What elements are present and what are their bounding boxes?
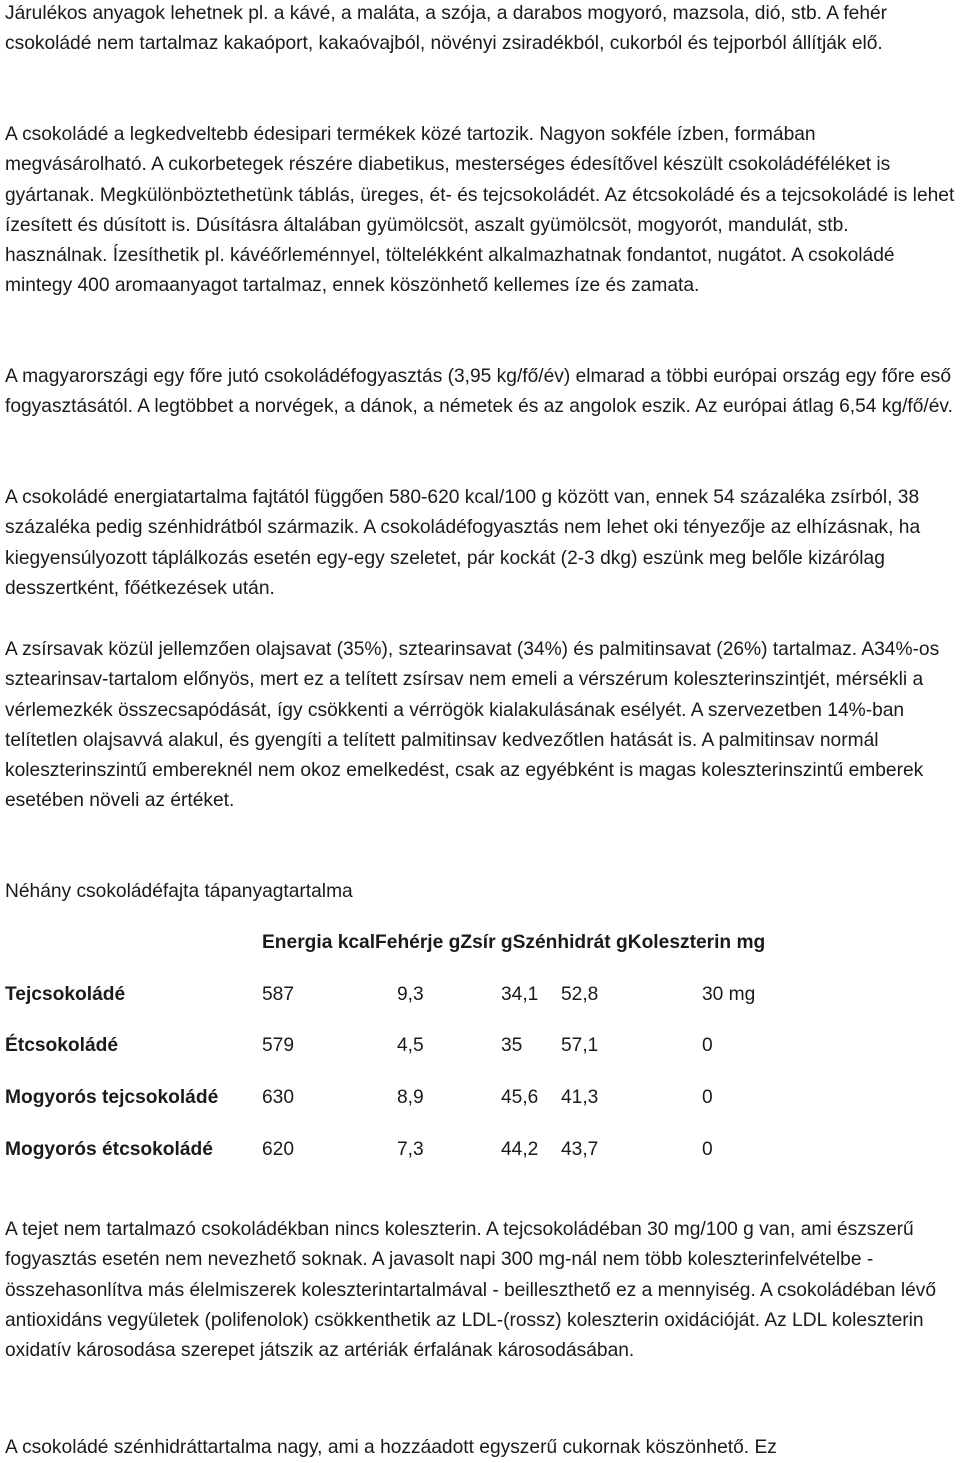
- fat-cell: 44,2: [501, 1139, 539, 1160]
- paragraph-carbohydrate: A csokoládé szénhidráttartalma nagy, ami a hozzáadott egyszerű cukornak köszönhető. Ez: [5, 1437, 777, 1458]
- row-name-cell: Mogyorós tejcsokoládé: [5, 1087, 219, 1108]
- fat-cell: 35: [501, 1035, 523, 1056]
- cholesterol-cell: 0: [702, 1035, 713, 1056]
- cholesterol-cell: 0: [702, 1087, 713, 1108]
- carbohydrate-cell: 43,7: [561, 1139, 599, 1160]
- energy-cell: 620: [262, 1139, 295, 1160]
- paragraph-popularity: A csokoládé a legkedveltebb édesipari termékek közé tartozik. Nagyon sokféle ízben, formában megvásárolható. A cukorbetegek részére diabetikus, mesterséges édesítővel készült csokoládéféléket is gyártanak. Megkülönböztethetünk táblás, üreges, ét- és tejcsokoládét. Az étcsokoládé és a tejcsokoládé is lehet ízesített és dúsított is. Dúsításra általában gyümölcsöt, aszalt gyümölcsöt, mogyorót, mandulát, stb. használnak. Ízesíthetik pl. kávéőrleménnyel, töltelékként alkalmazhatnak fondantot, nugátot. A csokoládé mintegy 400 aromaanyagot tartalmaz, ennek köszönhető kellemes íze és zamata.: [5, 124, 955, 297]
- table-header: Energia kcalFehérje gZsír gSzénhidrát gKoleszterin mg: [262, 932, 766, 953]
- cholesterol-cell: 30 mg: [702, 984, 756, 1005]
- energy-cell: 630: [262, 1087, 295, 1108]
- paragraph-cholesterol: A tejet nem tartalmazó csokoládékban nincs koleszterin. A tejcsokoládéban 30 mg/100 g van, ami észszerű fogyasztás esetén nem nevezhető soknak. A javasolt napi 300 mg-nál nem több koleszterinfelvételbe - összehasonlítva más élelmiszerek koleszterintartalmával - beilleszthető ez a mennyiség. A csokoládéban lévő antioxidáns vegyületek (polifenolok) csökkenthetik az LDL-(rossz) koleszterin oxidációját. Az LDL koleszterin oxidatív károsodása szerepet játszik az artériák érfalának károsodásában.: [5, 1219, 937, 1362]
- table-row: [5, 1135, 955, 1165]
- row-name-cell: Mogyorós étcsokoládé: [5, 1139, 213, 1160]
- fat-cell: 34,1: [501, 984, 539, 1005]
- table-row: [5, 1031, 955, 1061]
- protein-cell: 7,3: [397, 1139, 424, 1160]
- paragraph-fatty-acids: A zsírsavak közül jellemzően olajsavat (35%), sztearinsavat (34%) és palmitinsavat (26%) tartalmaz. A34%-os sztearinsav-tartalom előnyös, mert ez a telített zsírsav nem emeli a vérszérum koleszterinszintjét, mérsékli a vérlemezkék összecsapódását, így csökkenti a vérrögök kialakulásának esélyét. A szervezetben 14%-ban telítetlen olajsavvá alakul, és gyengíti a telített palmitinsav kedvezőtlen hatását is. A palmitinsav normál koleszterinszintű embereknél nem okoz emelkedést, csak az egyébként is magas koleszterinszintű emberek esetében növeli az értéket.: [5, 639, 940, 812]
- paragraph-consumption: A magyarországi egy főre jutó csokoládéfogyasztás (3,95 kg/fő/év) elmarad a többi európai ország egy főre eső fogyasztásától. A legtöbbet a norvégek, a dánok, a németek és az angolok eszik. Az európai átlag 6,54 kg/fő/év.: [5, 366, 953, 418]
- table-row: [5, 1083, 955, 1113]
- row-name-cell: Tejcsokoládé: [5, 984, 126, 1005]
- fat-cell: 45,6: [501, 1087, 539, 1108]
- protein-cell: 9,3: [397, 984, 424, 1005]
- paragraph-energy: A csokoládé energiatartalma fajtától függően 580-620 kcal/100 g között van, ennek 54 százaléka zsírból, 38 százaléka pedig szénhidrátból származik. A csokoládéfogyasztás nem lehet oki tényezője az elhízásnak, ha kiegyensúlyozott táplálkozás esetén egy-egy szeletet, pár kockát (2-3 dkg) eszünk meg belőle kizárólag desszertként, főétkezések után.: [5, 487, 921, 599]
- paragraph-ingredients: Járulékos anyagok lehetnek pl. a kávé, a maláta, a szója, a darabos mogyoró, mazsola, dió, stb. A fehér csokoládé nem tartalmaz kakaóport, kakaóvajból, növényi zsiradékból, cukorból és tejporból állítják elő.: [5, 3, 888, 55]
- cholesterol-cell: 0: [702, 1139, 713, 1160]
- carbohydrate-cell: 57,1: [561, 1035, 599, 1056]
- energy-cell: 579: [262, 1035, 295, 1056]
- row-name-cell: Étcsokoládé: [5, 1035, 119, 1056]
- table-caption: Néhány csokoládéfajta tápanyagtartalma: [5, 881, 353, 902]
- table-row: [5, 980, 955, 1010]
- protein-cell: 8,9: [397, 1087, 424, 1108]
- protein-cell: 4,5: [397, 1035, 424, 1056]
- energy-cell: 587: [262, 984, 295, 1005]
- carbohydrate-cell: 41,3: [561, 1087, 599, 1108]
- carbohydrate-cell: 52,8: [561, 984, 599, 1005]
